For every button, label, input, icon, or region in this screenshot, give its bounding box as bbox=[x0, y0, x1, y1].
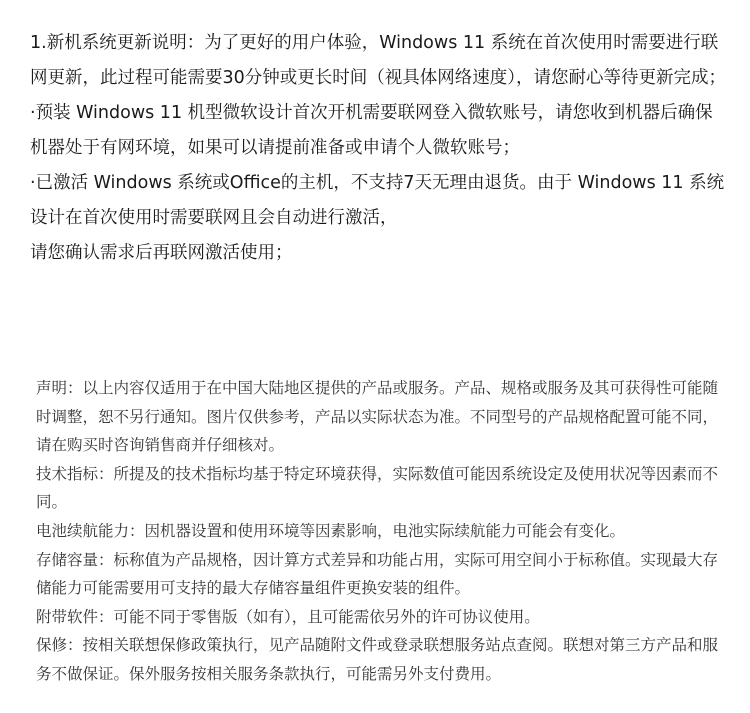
disclaimer-technical-specs: 技术指标：所提及的技术指标均基于特定环境获得，实际数值可能因系统设定及使用状况等因素而不同。 bbox=[36, 464, 719, 512]
disclaimer-battery-life: 电池续航能力：因机器设置和使用环境等因素影响，电池实际续航能力可能会有变化。 bbox=[36, 521, 626, 540]
notice-confirm-paragraph: 请您确认需求后再联网激活使用； bbox=[30, 243, 293, 263]
notice-update-paragraph: 1.新机系统更新说明：为了更好的用户体验，Windows 11 系统在首次使用时需要进行联网更新，此过程可能需要30分钟或更长时间（视具体网络速度），请您耐心等待更新完成； bbox=[30, 33, 727, 88]
disclaimer-statement: 声明：以上内容仅适用于在中国大陆地区提供的产品或服务。产品、规格或服务及其可获得性可能随时调整，恕不另行通知。图片仅供参考，产品以实际状态为准。不同型号的产品规格配置可能不同，请在购买时咨询销售商并仔细核对。 bbox=[36, 379, 719, 455]
disclaimer-storage-capacity: 存储容量：标称值为产品规格，因计算方式差异和功能占用，实际可用空间小于标称值。实现最大存储能力可能需要用可支持的最大存储容量组件更换安装的组件。 bbox=[36, 550, 719, 598]
legal-disclaimer bbox=[36, 374, 726, 689]
notice-microsoft-account-paragraph: ·预装 Windows 11 机型微软设计首次开机需要联网登入微软账号，请您收到机器后确保机器处于有网环境，如果可以请提前准备或申请个人微软账号； bbox=[30, 103, 713, 158]
system-update-notice bbox=[30, 26, 726, 271]
disclaimer-warranty: 保修：按相关联想保修政策执行，见产品随附文件或登录联想服务站点查阅。联想对第三方产品和服务不做保证。保外服务按相关服务条款执行，可能需另外支付费用。 bbox=[36, 636, 719, 683]
notice-return-policy-paragraph: ·已激活 Windows 系统或Office的主机，不支持7天无理由退货。由于 Windows 11 系统设计在首次使用时需要联网且会自动进行激活， bbox=[30, 173, 725, 228]
disclaimer-bundled-software: 附带软件：可能不同于零售版（如有），且可能需依另外的许可协议使用。 bbox=[36, 607, 540, 626]
